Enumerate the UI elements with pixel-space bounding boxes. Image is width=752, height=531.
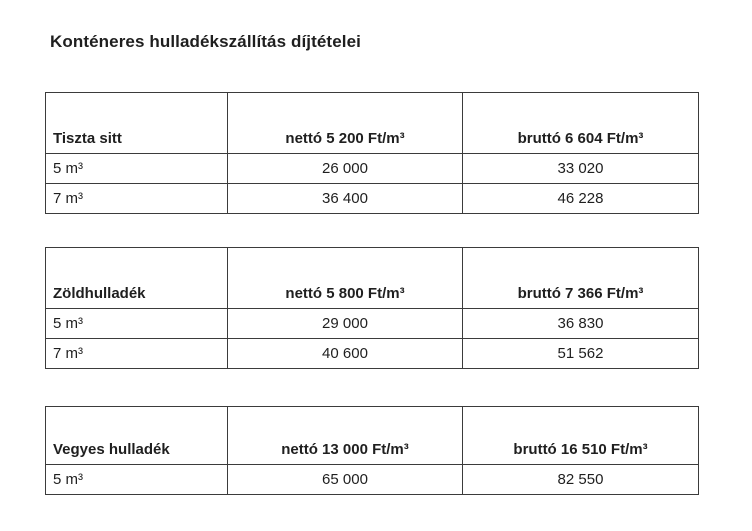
container-size-label: 7 m³ bbox=[46, 339, 228, 369]
netto-unit-price: nettó 13 000 Ft/m³ bbox=[228, 407, 463, 465]
brutto-price-value: 46 228 bbox=[463, 184, 699, 214]
table-header-row bbox=[46, 407, 699, 465]
netto-unit-price: nettó 5 200 Ft/m³ bbox=[228, 93, 463, 154]
brutto-unit-price: bruttó 7 366 Ft/m³ bbox=[463, 248, 699, 309]
netto-price-value: 29 000 bbox=[228, 309, 463, 339]
netto-unit-price: nettó 5 800 Ft/m³ bbox=[228, 248, 463, 309]
container-size-label: 5 m³ bbox=[46, 309, 228, 339]
netto-price-value: 40 600 bbox=[228, 339, 463, 369]
netto-price-value: 26 000 bbox=[228, 154, 463, 184]
container-size-label: 5 m³ bbox=[46, 465, 228, 495]
brutto-price-value: 33 020 bbox=[463, 154, 699, 184]
table-row bbox=[46, 339, 699, 369]
price-table-vegyes-hulladek bbox=[45, 406, 699, 495]
page-title: Konténeres hulladékszállítás díjtételei bbox=[50, 32, 361, 51]
table-header-row bbox=[46, 248, 699, 309]
price-table-zoldhulladek bbox=[45, 247, 699, 369]
brutto-unit-price: bruttó 16 510 Ft/m³ bbox=[463, 407, 699, 465]
container-size-label: 5 m³ bbox=[46, 154, 228, 184]
table-row bbox=[46, 465, 699, 495]
container-size-label: 7 m³ bbox=[46, 184, 228, 214]
table-header-row bbox=[46, 93, 699, 154]
category-label: Zöldhulladék bbox=[46, 248, 228, 309]
brutto-price-value: 36 830 bbox=[463, 309, 699, 339]
category-label: Tiszta sitt bbox=[46, 93, 228, 154]
table-row bbox=[46, 154, 699, 184]
table-row bbox=[46, 309, 699, 339]
brutto-price-value: 82 550 bbox=[463, 465, 699, 495]
price-table-tiszta-sitt bbox=[45, 92, 699, 214]
category-label: Vegyes hulladék bbox=[46, 407, 228, 465]
brutto-price-value: 51 562 bbox=[463, 339, 699, 369]
brutto-unit-price: bruttó 6 604 Ft/m³ bbox=[463, 93, 699, 154]
netto-price-value: 36 400 bbox=[228, 184, 463, 214]
netto-price-value: 65 000 bbox=[228, 465, 463, 495]
table-row bbox=[46, 184, 699, 214]
